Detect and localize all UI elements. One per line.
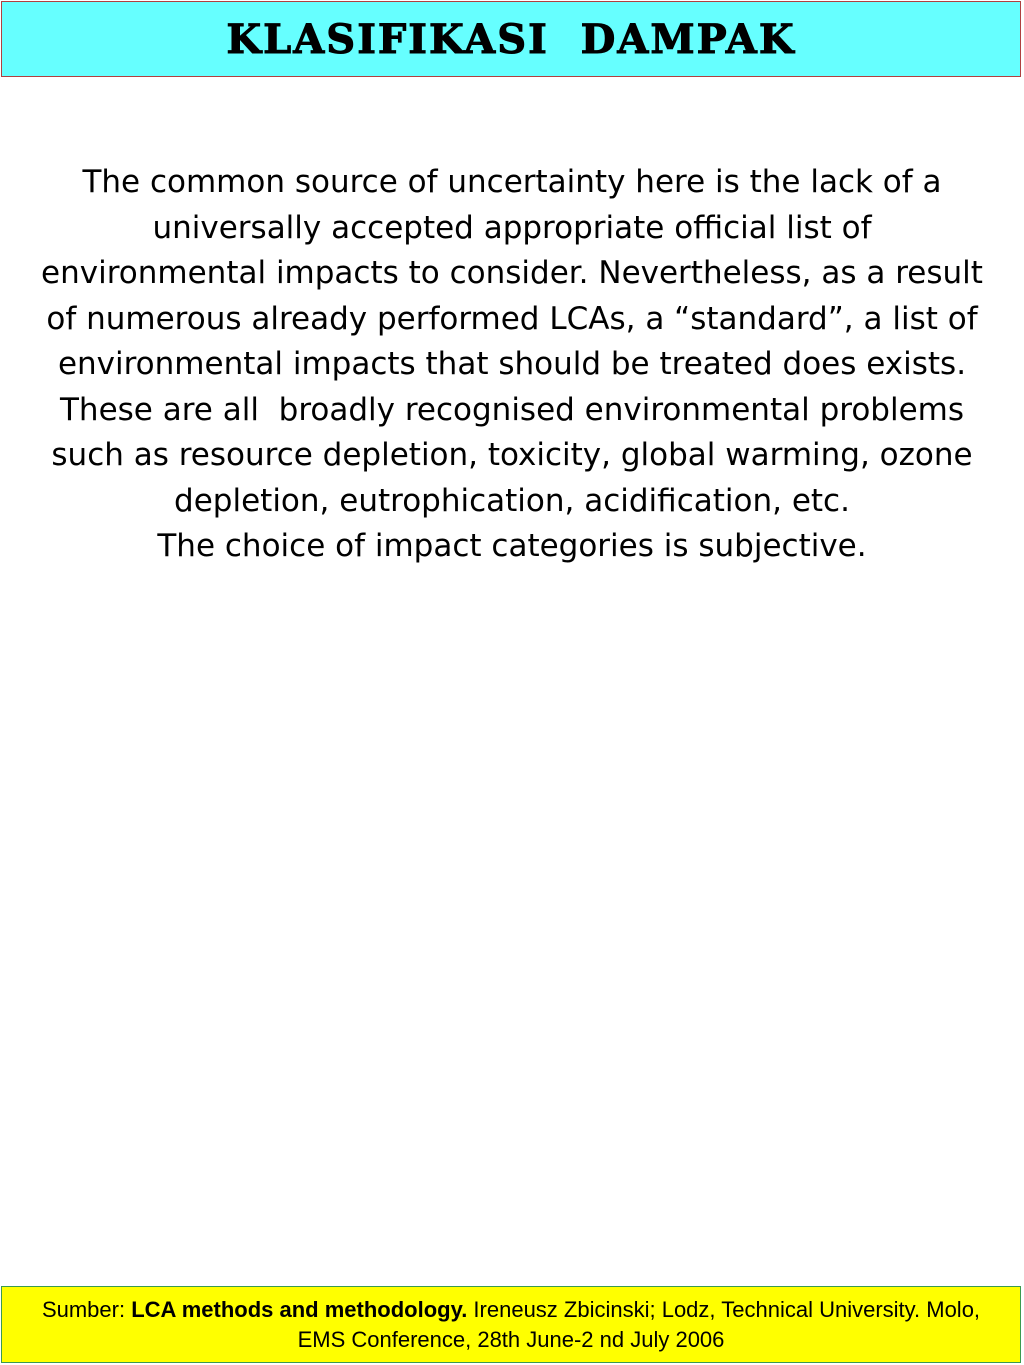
source-work-title: LCA methods and methodology. (131, 1296, 468, 1322)
source-details: Ireneusz Zbicinski; Lodz, Technical University. Molo, EMS Conference, 28th June-2 nd July 2006 (297, 1296, 981, 1352)
source-banner (1, 1286, 1021, 1363)
page-title: KLASIFIKASI DAMPAK (226, 16, 796, 63)
paragraph-environmental-problems: These are all broadly recognised environmental problems such as resource depletion, toxicity, global warming, ozone depletion, eutrophication, acidification, etc. (51, 391, 983, 519)
paragraph-uncertainty: The common source of uncertainty here is the lack of a universally accepted appropriate official list of environmental impacts to consider. Nevertheless, as a result of numerous already performed LCAs, a “standard”, a list of environmental impacts that should be treated does exists. (41, 164, 993, 382)
title-banner (1, 1, 1021, 77)
body-text (40, 160, 993, 570)
source-label: Sumber: (41, 1296, 132, 1322)
source-citation (21, 1295, 1001, 1355)
paragraph-subjective-choice: The choice of impact categories is subjective. (157, 528, 867, 564)
